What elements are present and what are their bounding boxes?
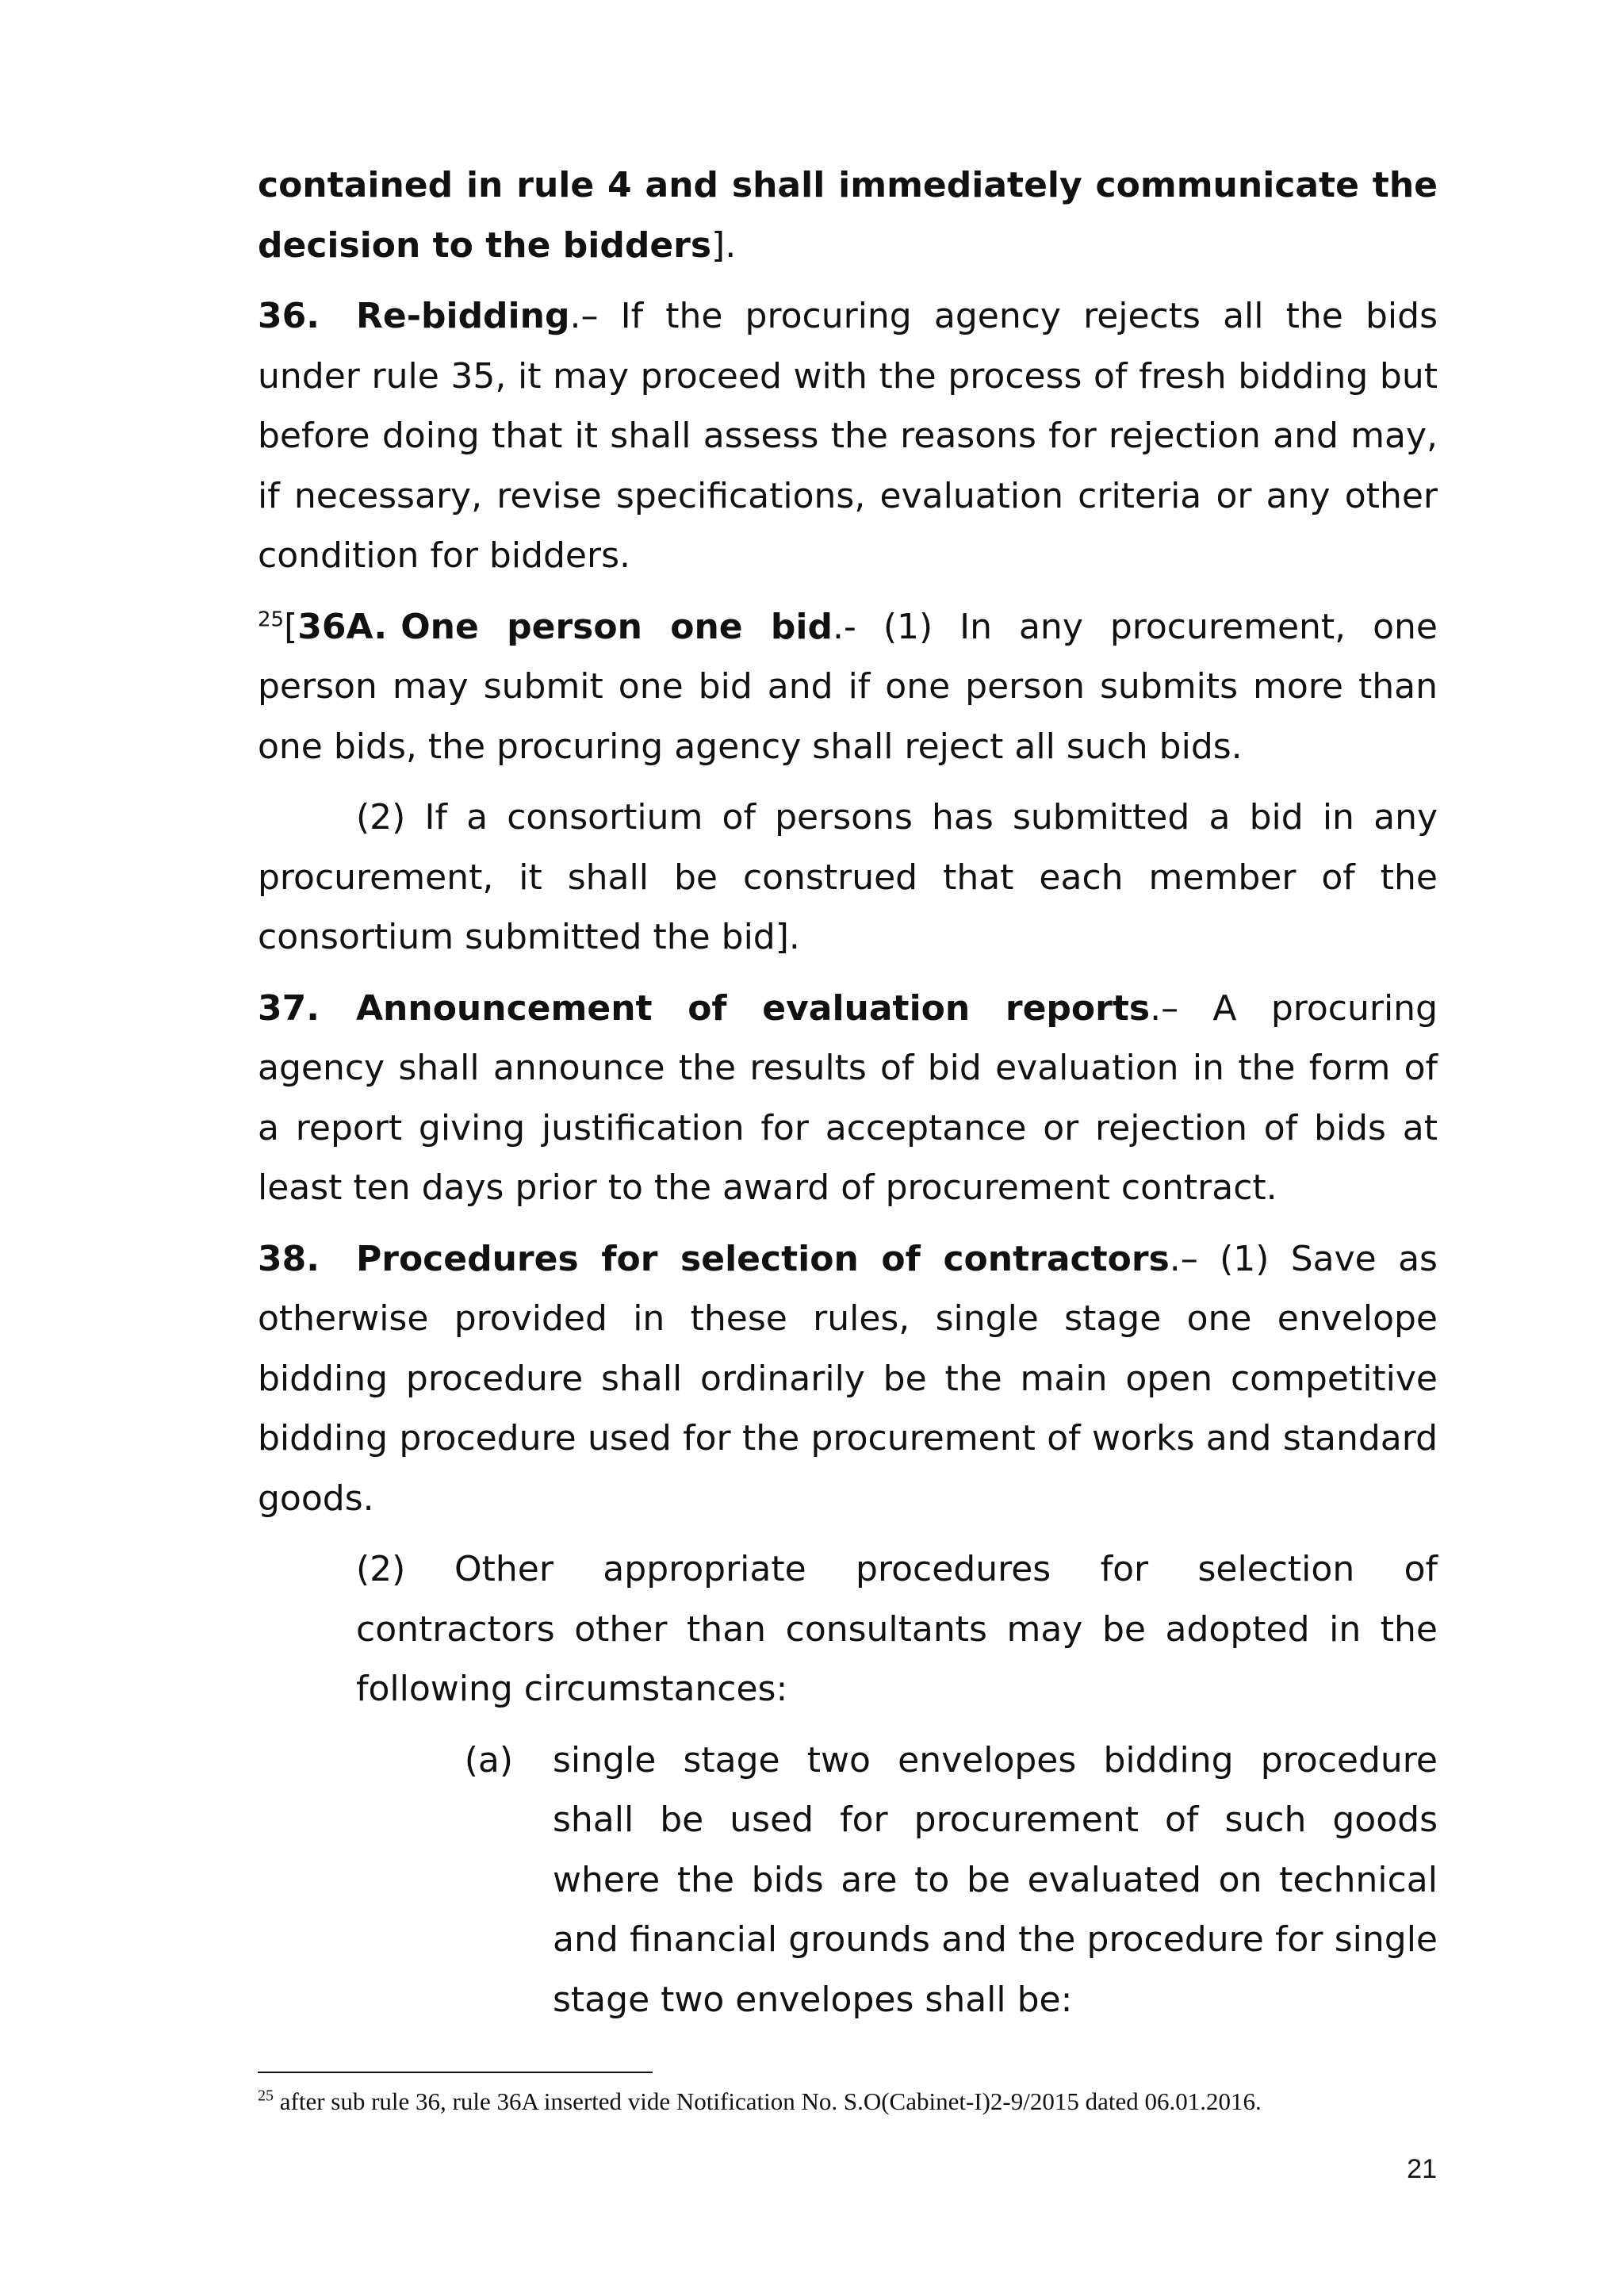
rule-36a-heading: One person one bid xyxy=(400,606,833,647)
rule-36-number: 36. xyxy=(258,296,320,336)
rule-38-subrule-2-text: Other appropriate procedures for selection of contractors other than consultants may be adopted in the following circumstances: xyxy=(356,1549,1438,1709)
rule-36-paragraph xyxy=(258,286,1438,586)
footnote-separator xyxy=(258,2072,653,2073)
page-number: 21 xyxy=(1407,2154,1437,2184)
rule-37-heading: Announcement of evaluation reports xyxy=(356,987,1151,1029)
rule-38-heading: Procedures for selection of contractors xyxy=(356,1238,1170,1279)
footnote-text: after sub rule 36, rule 36A inserted vide Notification No. S.O(Cabinet-I)2-9/2015 dated 06.01.2016. xyxy=(274,2087,1262,2115)
rule-36a-text: .- (1) In any procurement, one person may submit one bid and if one person submits more than one bids, the procuring agency shall reject all such bids. xyxy=(258,606,1438,767)
rule-36-text: .– If the procuring agency rejects all the bids under rule 35, it may proceed with the process of fresh bidding but before doing that it shall assess the reasons for rejection and may, if necessary, revise specifications, evaluation criteria or any other condition for bidders. xyxy=(258,296,1438,576)
rule-37-paragraph xyxy=(258,979,1438,1218)
rule-38-paragraph xyxy=(258,1229,1438,1529)
rule-36a-paragraph xyxy=(258,597,1438,777)
rule-38-number: 38. xyxy=(258,1238,320,1279)
rule-38-subrule-2 xyxy=(258,1539,1438,1719)
continuation-bold-text: contained in rule 4 and shall immediately communicate the decision to the bidders xyxy=(258,165,1438,266)
continuation-tail: ]. xyxy=(711,224,737,266)
footnote-reference-25: 25 xyxy=(258,607,285,631)
rule-38-subrule-2-label: (2) xyxy=(356,1549,406,1589)
rule-38-text: .– (1) Save as otherwise provided in these rules, single stage one envelope bidding procedure shall ordinarily be the main open competitive bidding procedure used for the procurement of works and standard goods. xyxy=(258,1238,1438,1519)
document-body xyxy=(258,155,1438,2041)
rule-38-clause-a xyxy=(258,1731,1438,2030)
rule-36a-bracket: [ xyxy=(284,606,298,647)
rule-37-number: 37. xyxy=(258,987,320,1029)
rule-36a-number: 36A. xyxy=(297,606,388,647)
rule-37-text: .– A procuring agency shall announce the results of bid evaluation in the form of a report giving justification for acceptance or rejection of bids at least ten days prior to the award of procurement contract. xyxy=(258,987,1438,1208)
footnote-25 xyxy=(258,2083,1438,2121)
clause-a-text: single stage two envelopes bidding procedure shall be used for procurement of such goods where the bids are to be evaluated on technical and financial grounds and the procedure for single stage two envelopes shall be: xyxy=(553,1739,1438,2020)
rule-36a-subrule-2: (2) If a consortium of persons has submitted a bid in any procurement, it shall be construed that each member of the consortium submitted the bid]. xyxy=(258,797,1438,957)
paragraph-continuation xyxy=(258,155,1438,275)
footnote-marker: 25 xyxy=(258,2087,274,2105)
rule-36-heading: Re-bidding xyxy=(356,296,570,336)
clause-a-label: (a) xyxy=(464,1739,513,1780)
